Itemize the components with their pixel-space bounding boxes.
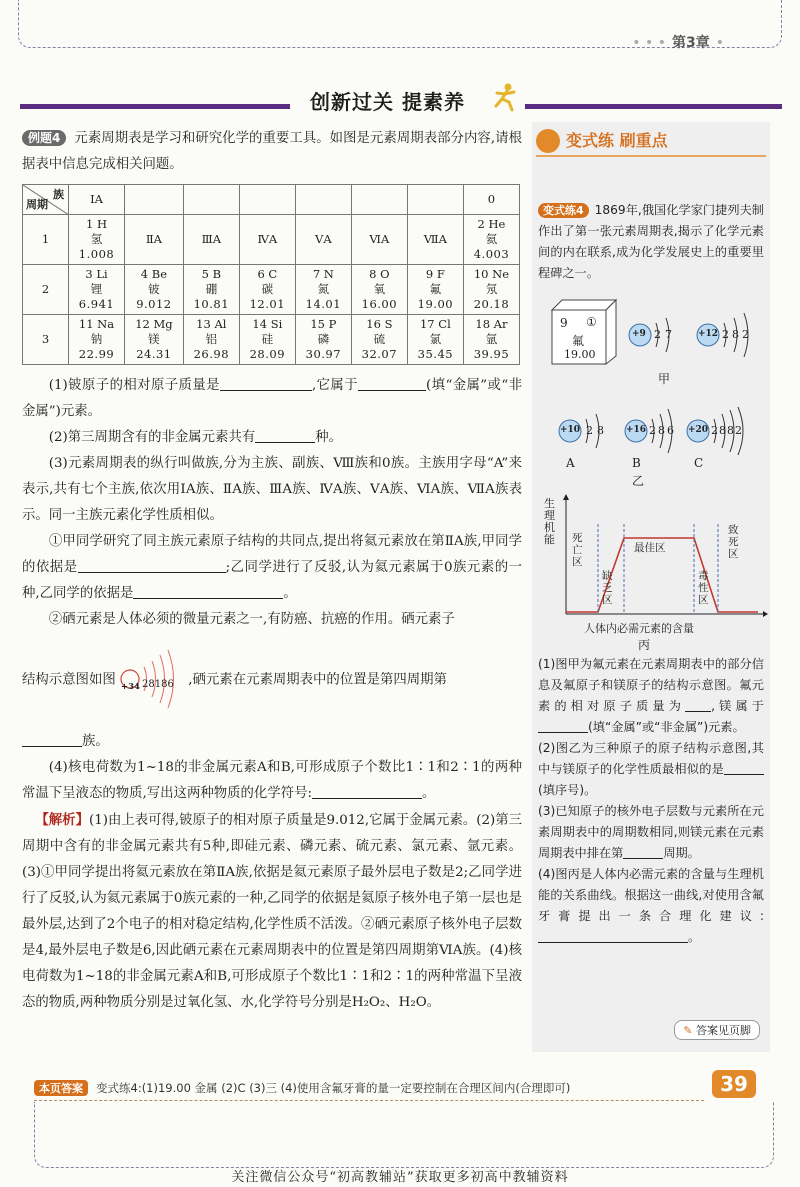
table-row <box>23 215 520 265</box>
banner-bar-right <box>525 104 782 109</box>
question-3-2-end: 族。 <box>22 729 522 755</box>
question-3-2: ②硒元素是人体必须的微量元素之一,有防癌、抗癌的作用。硒元素子 <box>48 612 455 627</box>
section-title: 创新过关 提素养 <box>310 90 465 114</box>
element-cell: 17 Cl 氯 35.45 <box>407 315 463 365</box>
period-number: 3 <box>23 315 69 365</box>
answer-blank[interactable] <box>22 731 82 747</box>
element-cell: 15 P 磷 30.97 <box>295 315 351 365</box>
element-cell: 2 He 氦 4.003 <box>463 215 519 265</box>
question-3-1: ①甲同学研究了同主族元素原子结构的共同点,提出将氦元素放在第ⅡA族,甲同学的依据是 ;乙同学进行了反驳,认为氦元素属于0族元素的一种,乙同学的依据是 。 <box>22 534 523 601</box>
example-column <box>22 126 522 1016</box>
element-cell: 4 Be 铍 9.012 <box>125 265 184 315</box>
answer-blank[interactable] <box>78 557 226 573</box>
variant-q3: (3)已知原子的核外电子层数与元素所在元素周期表中的周期数相同,则镁元素在元素周期表中排在第 周期。 <box>538 804 764 860</box>
selenium-line: 结构示意图如图 +34 28186 ,硒元素在元素周期表中的位置是第四周期第 <box>22 633 522 729</box>
question-1: (1)铍原子的相对原子质量是 ,它属于 (填“金属”或“非金属”)元素。 <box>22 373 522 425</box>
answer-blank[interactable] <box>724 759 764 775</box>
figure-jia: 9 ① 氟 19.00 +9 27 +12 282 甲 <box>542 296 768 386</box>
example-tag: 例题4 <box>22 130 66 146</box>
figure-bing: 生理机能 死亡区 缺乏区 最佳区 毒性区 致死区 人体内必需元素的含量 丙 <box>542 494 768 654</box>
group-header <box>125 185 184 215</box>
answers-text: 变式练4:(1)19.00 金属 (2)C (3)三 (4)使用含氟牙膏的量一定要控制在合理区间内(合理即可) <box>96 1081 571 1095</box>
selenium-atom-diagram: +34 28186 <box>120 667 184 693</box>
element-cell: ⅤA <box>295 215 351 265</box>
pin-icon: ✎ <box>683 1024 696 1037</box>
answer-link-button[interactable]: ✎ 答案见页脚 <box>674 1020 760 1040</box>
element-cell: 6 C 碳 12.01 <box>239 265 295 315</box>
section-banner <box>20 86 782 118</box>
answer-blank[interactable] <box>538 717 588 733</box>
element-cell: 5 B 硼 10.81 <box>183 265 239 315</box>
runner-icon <box>490 82 518 112</box>
answer-blank[interactable] <box>312 783 422 799</box>
element-cell: 9 F 氟 19.00 <box>407 265 463 315</box>
variant-q4: (4)图丙是人体内必需元素的含量与生理机能的关系曲线。根据这一曲线,对使用含氟牙膏提出一条合理化建议:。 <box>538 867 764 944</box>
element-cell: 1 H 氢 1.008 <box>69 215 125 265</box>
banner-bar-left <box>20 104 290 109</box>
page-number: 39 <box>712 1070 756 1098</box>
element-cell: 13 Al 铝 26.98 <box>183 315 239 365</box>
answer-blank[interactable] <box>538 927 688 943</box>
element-cell: 10 Ne 氖 20.18 <box>463 265 519 315</box>
answer-blank[interactable] <box>623 843 663 859</box>
period-number: 2 <box>23 265 69 315</box>
element-cell: 8 O 氧 16.00 <box>351 265 407 315</box>
element-cell: 18 Ar 氩 39.95 <box>463 315 519 365</box>
group-header <box>407 185 463 215</box>
periodic-table <box>22 184 520 365</box>
figure-yi: +10 28 +16 286 +20 2882 A B C 乙 <box>542 406 768 486</box>
group-header <box>239 185 295 215</box>
answers-tag: 本页答案 <box>34 1080 88 1096</box>
answer-blank[interactable] <box>255 427 315 443</box>
variant-questions <box>538 654 764 948</box>
target-icon <box>536 129 560 153</box>
element-cell: ⅡA <box>125 215 184 265</box>
variant-q1: (1)图甲为氟元素在元素周期表中的部分信息及氟原子和镁原子的结构示意图。氟元素的相对原子质量为 ,镁属于(填“金属”或“非金属”)元素。 <box>538 657 764 734</box>
watermark-text: 关注微信公众号“初高教辅站”获取更多初高中教辅资料 <box>231 1170 569 1185</box>
bing-ylabel: 生理机能 <box>544 497 555 546</box>
answer-blank[interactable] <box>358 375 426 391</box>
variant-panel <box>532 122 770 1052</box>
element-cell: 14 Si 硅 28.09 <box>239 315 295 365</box>
element-cell: 7 N 氮 14.01 <box>295 265 351 315</box>
element-cell: 11 Na 钠 22.99 <box>69 315 125 365</box>
variant-q2: (2)图乙为三种原子的原子结构示意图,其中与镁原子的化学性质最相似的是(填序号)。 <box>538 741 764 797</box>
table-corner: 族 周期 <box>23 185 69 215</box>
table-row <box>23 265 520 315</box>
variant-intro: 变式练4 1869年,俄国化学家门捷列夫制作出了第一张元素周期表,揭示了化学元素间的内在联系,成为化学发展史上的重要里程碑之一。 <box>538 203 764 280</box>
answer-blank[interactable] <box>685 696 711 712</box>
bottom-border <box>34 1102 774 1168</box>
element-cell: ⅣA <box>239 215 295 265</box>
element-cell: ⅦA <box>407 215 463 265</box>
element-cell: 16 S 硫 32.07 <box>351 315 407 365</box>
variant-header: 变式练 刷重点 <box>536 128 766 154</box>
question-4: (4)核电荷数为1~18的非金属元素A和B,可形成原子个数比1∶1和2∶1的两种常温下呈液态的物质,写出这两种物质的化学符号: 。 <box>22 760 522 801</box>
element-cell: 12 Mg 镁 24.31 <box>125 315 184 365</box>
group-header <box>295 185 351 215</box>
question-3: (3)元素周期表的纵行叫做族,分为主族、副族、Ⅷ族和0族。主族用字母“A”来表示,共有七个主族,依次用ⅠA族、ⅡA族、ⅢA族、ⅣA族、ⅤA族、ⅥA族、ⅦA族表示。同一主族元素化学性质相似。 <box>22 456 522 523</box>
chapter-label: • • • 第3章 • <box>632 35 724 51</box>
answer-blank[interactable] <box>133 583 283 599</box>
example-intro: 例题4 元素周期表是学习和研究化学的重要工具。如图是元素周期表部分内容,请根据表中信息完成相关问题。 <box>22 131 522 172</box>
group-header: 0 <box>463 185 519 215</box>
group-header <box>351 185 407 215</box>
element-cell: ⅥA <box>351 215 407 265</box>
table-row <box>23 315 520 365</box>
element-cell: 3 Li 锂 6.941 <box>69 265 125 315</box>
answer-blank[interactable] <box>220 375 312 391</box>
element-cell: ⅢA <box>183 215 239 265</box>
group-header: ⅠA <box>69 185 125 215</box>
group-header <box>183 185 239 215</box>
question-2: (2)第三周期含有的非金属元素共有 种。 <box>22 425 522 451</box>
period-number: 1 <box>23 215 69 265</box>
analysis: 【解析】(1)由上表可得,铍原子的相对原子质量是9.012,它属于金属元素。(2)第三周期中含有的非金属元素共有5种,即硅元素、磷元素、硫元素、氯元素、氩元素。(3)①甲同学提出将氦元素放在第ⅡA族,依据是氦元素原子最外层电子数是2;乙同学进行了反驳,认为氦元素属于0族元素的一种,乙同学的依据是氦原子核外电子第一层也是最外层,达到了2个电子的相对稳定结构,化学性质不活泼。②硒元素原子核外电子层数是4,最外层电子数是6,因此硒元素在元素周期表中的位置是第四周期第ⅥA族。(4)核电荷数为1~18的非金属元素A和B,可形成原子个数比1∶1和2∶1的两种常温下呈液态的物质,两种物质分别是过氧化氢、水,化学符号分别是H₂O₂、H₂O。 <box>22 812 522 1010</box>
